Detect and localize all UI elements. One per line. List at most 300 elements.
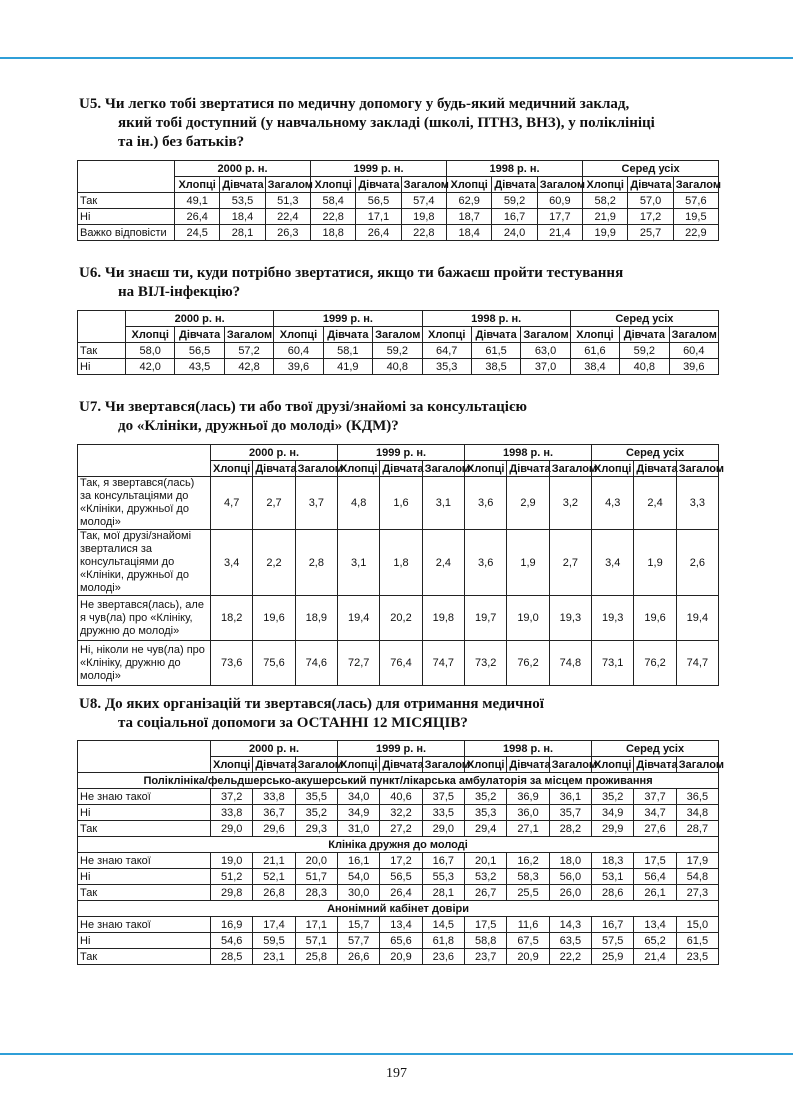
table-row bbox=[78, 359, 719, 375]
year-header: 1999 р. н. bbox=[338, 445, 465, 461]
table-row bbox=[78, 477, 719, 530]
table-cell: 57,0 bbox=[628, 193, 673, 209]
table-cell: 37,0 bbox=[521, 359, 570, 375]
table-cell: 24,0 bbox=[492, 225, 537, 241]
table-cell: 72,7 bbox=[338, 641, 380, 686]
group-header: Хлопці bbox=[570, 327, 619, 343]
table-cell: 59,2 bbox=[373, 343, 422, 359]
table-cell: 76,2 bbox=[634, 641, 676, 686]
table-cell: 2,7 bbox=[549, 530, 591, 596]
table-cell: 18,3 bbox=[592, 853, 634, 869]
table-cell: 16,7 bbox=[422, 853, 464, 869]
group-header: Дівчата bbox=[380, 757, 422, 773]
table-cell: 2,6 bbox=[676, 530, 718, 596]
table-cell: 56,0 bbox=[549, 869, 591, 885]
table-cell: 31,0 bbox=[338, 821, 380, 837]
table-cell: 29,0 bbox=[211, 821, 253, 837]
group-header: Дівчата bbox=[253, 757, 295, 773]
table-cell: 59,2 bbox=[492, 193, 537, 209]
table-cell: 53,5 bbox=[220, 193, 265, 209]
question-u8 bbox=[79, 695, 719, 733]
row-label: Не звертався(лась), але я чув(ла) про «Клініку, дружню до молоді» bbox=[78, 596, 211, 641]
table-cell: 26,4 bbox=[380, 885, 422, 901]
group-header: Дівчата bbox=[634, 757, 676, 773]
table-cell: 19,8 bbox=[401, 209, 446, 225]
table-cell: 51,3 bbox=[265, 193, 310, 209]
table-cell: 26,4 bbox=[175, 209, 220, 225]
table-row bbox=[78, 949, 719, 965]
group-header: Дівчата bbox=[175, 327, 224, 343]
group-header: Загалом bbox=[521, 327, 570, 343]
year-header: 2000 р. н. bbox=[211, 445, 338, 461]
table-cell: 24,5 bbox=[175, 225, 220, 241]
question-u6 bbox=[79, 264, 719, 302]
table-cell: 17,4 bbox=[253, 917, 295, 933]
table-cell: 60,9 bbox=[537, 193, 582, 209]
table-cell: 56,5 bbox=[356, 193, 401, 209]
table-cell: 22,9 bbox=[673, 225, 718, 241]
question-number: U7. bbox=[79, 399, 102, 415]
table-cell: 1,9 bbox=[507, 530, 549, 596]
table-cell: 26,3 bbox=[265, 225, 310, 241]
header-row-years bbox=[78, 445, 719, 461]
year-header: 1999 р. н. bbox=[338, 741, 465, 757]
table-cell: 19,6 bbox=[634, 596, 676, 641]
section-row bbox=[78, 837, 719, 853]
table-cell: 27,3 bbox=[676, 885, 718, 901]
year-header: 2000 р. н. bbox=[211, 741, 338, 757]
section-title: Поліклініка/фельдшерсько-акушерський пункт/лікарська амбулаторія за місцем проживання bbox=[78, 773, 719, 789]
question-line: який тобі доступний (у навчальному закладі (школі, ПТНЗ, ВНЗ), у поліклініці bbox=[118, 115, 655, 131]
table-cell: 28,6 bbox=[592, 885, 634, 901]
group-header: Хлопці bbox=[126, 327, 175, 343]
table-cell: 18,8 bbox=[311, 225, 356, 241]
table-cell: 26,4 bbox=[356, 225, 401, 241]
table-cell: 17,1 bbox=[356, 209, 401, 225]
group-header: Дівчата bbox=[634, 461, 676, 477]
table-cell: 19,0 bbox=[211, 853, 253, 869]
table-cell: 36,9 bbox=[507, 789, 549, 805]
header-corner bbox=[78, 757, 211, 773]
year-header: 1998 р. н. bbox=[422, 311, 570, 327]
year-header: 1998 р. н. bbox=[447, 161, 583, 177]
table-cell: 60,4 bbox=[669, 343, 718, 359]
year-header: 2000 р. н. bbox=[175, 161, 311, 177]
group-header: Хлопці bbox=[338, 461, 380, 477]
row-label: Важко відповісти bbox=[78, 225, 175, 241]
table-cell: 1,6 bbox=[380, 477, 422, 530]
table-cell: 22,4 bbox=[265, 209, 310, 225]
year-header: 1999 р. н. bbox=[311, 161, 447, 177]
year-header: Серед усіх bbox=[570, 311, 718, 327]
table-cell: 67,5 bbox=[507, 933, 549, 949]
table-cell: 56,4 bbox=[634, 869, 676, 885]
group-header: Дівчата bbox=[507, 757, 549, 773]
table-cell: 19,3 bbox=[592, 596, 634, 641]
group-header: Хлопці bbox=[583, 177, 628, 193]
header-corner bbox=[78, 311, 126, 327]
header-corner bbox=[78, 741, 211, 757]
table-cell: 54,8 bbox=[676, 869, 718, 885]
table-cell: 28,7 bbox=[676, 821, 718, 837]
table-row bbox=[78, 885, 719, 901]
table-cell: 4,7 bbox=[211, 477, 253, 530]
group-header: Дівчата bbox=[492, 177, 537, 193]
table-cell: 23,1 bbox=[253, 949, 295, 965]
row-label: Так bbox=[78, 949, 211, 965]
table-cell: 3,4 bbox=[592, 530, 634, 596]
row-label: Так bbox=[78, 821, 211, 837]
table-cell: 35,2 bbox=[465, 789, 507, 805]
table-cell: 57,4 bbox=[401, 193, 446, 209]
table-cell: 17,1 bbox=[295, 917, 337, 933]
year-header: 2000 р. н. bbox=[126, 311, 274, 327]
table-cell: 19,4 bbox=[676, 596, 718, 641]
header-corner bbox=[78, 177, 175, 193]
group-header: Загалом bbox=[537, 177, 582, 193]
table-cell: 26,6 bbox=[338, 949, 380, 965]
table-cell: 56,5 bbox=[175, 343, 224, 359]
table-cell: 28,2 bbox=[549, 821, 591, 837]
row-label: Ні bbox=[78, 805, 211, 821]
table-cell: 64,7 bbox=[422, 343, 471, 359]
year-header: 1998 р. н. bbox=[465, 741, 592, 757]
table-cell: 49,1 bbox=[175, 193, 220, 209]
header-corner bbox=[78, 327, 126, 343]
question-u7 bbox=[79, 398, 719, 436]
table-cell: 65,2 bbox=[634, 933, 676, 949]
table-cell: 34,0 bbox=[338, 789, 380, 805]
table-cell: 58,2 bbox=[583, 193, 628, 209]
table-cell: 19,9 bbox=[583, 225, 628, 241]
table-cell: 25,9 bbox=[592, 949, 634, 965]
table-cell: 28,1 bbox=[422, 885, 464, 901]
table-cell: 29,8 bbox=[211, 885, 253, 901]
table-cell: 17,2 bbox=[380, 853, 422, 869]
table-cell: 73,2 bbox=[465, 641, 507, 686]
question-line: До яких організацій ти звертався(лась) для отримання медичної bbox=[104, 696, 544, 712]
table-row bbox=[78, 917, 719, 933]
table-cell: 39,6 bbox=[274, 359, 323, 375]
group-header: Хлопці bbox=[465, 757, 507, 773]
section-title: Клініка дружня до молоді bbox=[78, 837, 719, 853]
year-header: Серед усіх bbox=[592, 741, 719, 757]
table-row bbox=[78, 209, 719, 225]
table-cell: 17,2 bbox=[628, 209, 673, 225]
table-cell: 42,8 bbox=[224, 359, 273, 375]
year-header: 1999 р. н. bbox=[274, 311, 422, 327]
year-header: 1998 р. н. bbox=[465, 445, 592, 461]
table-cell: 25,7 bbox=[628, 225, 673, 241]
table-cell: 55,3 bbox=[422, 869, 464, 885]
table-cell: 23,5 bbox=[676, 949, 718, 965]
table-cell: 37,7 bbox=[634, 789, 676, 805]
table-cell: 38,4 bbox=[570, 359, 619, 375]
table-cell: 37,2 bbox=[211, 789, 253, 805]
table-cell: 29,6 bbox=[253, 821, 295, 837]
table-cell: 3,4 bbox=[211, 530, 253, 596]
table-cell: 29,4 bbox=[465, 821, 507, 837]
table-cell: 4,3 bbox=[592, 477, 634, 530]
table-cell: 74,7 bbox=[676, 641, 718, 686]
table-row bbox=[78, 805, 719, 821]
table-cell: 63,0 bbox=[521, 343, 570, 359]
table-cell: 54,0 bbox=[338, 869, 380, 885]
section-row bbox=[78, 773, 719, 789]
group-header: Дівчата bbox=[620, 327, 669, 343]
table-row bbox=[78, 641, 719, 686]
group-header: Хлопці bbox=[447, 177, 492, 193]
table-cell: 34,8 bbox=[676, 805, 718, 821]
table-cell: 65,6 bbox=[380, 933, 422, 949]
table-cell: 61,5 bbox=[676, 933, 718, 949]
group-header: Хлопці bbox=[211, 461, 253, 477]
table-cell: 58,3 bbox=[507, 869, 549, 885]
table-cell: 41,9 bbox=[323, 359, 372, 375]
table-cell: 25,5 bbox=[507, 885, 549, 901]
table-u6 bbox=[77, 310, 719, 375]
table-cell: 35,2 bbox=[295, 805, 337, 821]
question-line: до «Клініки, дружньої до молоді» (КДМ)? bbox=[118, 418, 399, 434]
group-header: Загалом bbox=[669, 327, 718, 343]
group-header: Дівчата bbox=[356, 177, 401, 193]
table-row bbox=[78, 821, 719, 837]
table-cell: 61,5 bbox=[471, 343, 520, 359]
group-header: Загалом bbox=[676, 757, 718, 773]
table-cell: 20,9 bbox=[380, 949, 422, 965]
table-cell: 35,3 bbox=[465, 805, 507, 821]
table-cell: 28,5 bbox=[211, 949, 253, 965]
row-label: Ні, ніколи не чув(ла) про «Клініку, дружню до молоді» bbox=[78, 641, 211, 686]
row-label: Так, мої друзі/знайомі зверталися за консультаціями до «Клініки, дружньої до молоді» bbox=[78, 530, 211, 596]
table-cell: 33,5 bbox=[422, 805, 464, 821]
table-cell: 19,0 bbox=[507, 596, 549, 641]
row-label: Не знаю такої bbox=[78, 917, 211, 933]
group-header: Загалом bbox=[549, 757, 591, 773]
table-cell: 2,8 bbox=[295, 530, 337, 596]
table-cell: 26,1 bbox=[634, 885, 676, 901]
table-cell: 36,5 bbox=[676, 789, 718, 805]
year-header: Серед усіх bbox=[592, 445, 719, 461]
table-cell: 33,8 bbox=[211, 805, 253, 821]
table-cell: 74,6 bbox=[295, 641, 337, 686]
table-cell: 19,8 bbox=[422, 596, 464, 641]
question-line: Чи легко тобі звертатися по медичну допомогу у будь-який медичний заклад, bbox=[104, 96, 630, 112]
table-cell: 27,6 bbox=[634, 821, 676, 837]
table-cell: 57,5 bbox=[592, 933, 634, 949]
table-cell: 1,8 bbox=[380, 530, 422, 596]
table-cell: 17,9 bbox=[676, 853, 718, 869]
question-line: Чи знаєш ти, куди потрібно звертатися, якщо ти бажаєш пройти тестування bbox=[104, 265, 624, 281]
row-label: Так bbox=[78, 193, 175, 209]
page-number: 197 bbox=[386, 1066, 407, 1081]
table-cell: 18,2 bbox=[211, 596, 253, 641]
header-row-years bbox=[78, 311, 719, 327]
table-row bbox=[78, 596, 719, 641]
group-header: Хлопці bbox=[592, 461, 634, 477]
table-cell: 53,2 bbox=[465, 869, 507, 885]
table-cell: 4,8 bbox=[338, 477, 380, 530]
table-cell: 59,2 bbox=[620, 343, 669, 359]
table-cell: 51,7 bbox=[295, 869, 337, 885]
table-cell: 76,4 bbox=[380, 641, 422, 686]
row-label: Не знаю такої bbox=[78, 789, 211, 805]
group-header: Загалом bbox=[373, 327, 422, 343]
row-label: Не знаю такої bbox=[78, 853, 211, 869]
row-label: Ні bbox=[78, 359, 126, 375]
table-cell: 53,1 bbox=[592, 869, 634, 885]
table-cell: 54,6 bbox=[211, 933, 253, 949]
table-cell: 43,5 bbox=[175, 359, 224, 375]
table-cell: 17,5 bbox=[634, 853, 676, 869]
section-row bbox=[78, 901, 719, 917]
top-rule bbox=[0, 57, 793, 59]
table-cell: 25,8 bbox=[295, 949, 337, 965]
table-cell: 17,7 bbox=[537, 209, 582, 225]
table-cell: 16,1 bbox=[338, 853, 380, 869]
table-cell: 23,6 bbox=[422, 949, 464, 965]
group-header: Дівчата bbox=[253, 461, 295, 477]
group-header: Дівчата bbox=[323, 327, 372, 343]
table-cell: 37,5 bbox=[422, 789, 464, 805]
question-line: Чи звертався(лась) ти або твої друзі/знайомі за консультацією bbox=[104, 399, 527, 415]
table-cell: 21,1 bbox=[253, 853, 295, 869]
table-cell: 30,0 bbox=[338, 885, 380, 901]
table-cell: 74,8 bbox=[549, 641, 591, 686]
table-cell: 21,9 bbox=[583, 209, 628, 225]
table-cell: 60,4 bbox=[274, 343, 323, 359]
question-number: U8. bbox=[79, 696, 102, 712]
table-cell: 21,4 bbox=[537, 225, 582, 241]
table-cell: 11,6 bbox=[507, 917, 549, 933]
question-number: U6. bbox=[79, 265, 102, 281]
header-row-years bbox=[78, 161, 719, 177]
table-cell: 76,2 bbox=[507, 641, 549, 686]
table-cell: 14,5 bbox=[422, 917, 464, 933]
table-row bbox=[78, 225, 719, 241]
group-header: Загалом bbox=[401, 177, 446, 193]
table-cell: 18,7 bbox=[447, 209, 492, 225]
table-cell: 62,9 bbox=[447, 193, 492, 209]
table-cell: 3,2 bbox=[549, 477, 591, 530]
header-row-groups bbox=[78, 327, 719, 343]
table-cell: 40,6 bbox=[380, 789, 422, 805]
table-cell: 17,5 bbox=[465, 917, 507, 933]
row-label: Так, я звертався(лась) за консультаціями до «Клініки, дружньої до молоді» bbox=[78, 477, 211, 530]
table-cell: 29,9 bbox=[592, 821, 634, 837]
table-cell: 26,7 bbox=[465, 885, 507, 901]
table-cell: 13,4 bbox=[634, 917, 676, 933]
table-cell: 2,9 bbox=[507, 477, 549, 530]
table-cell: 26,8 bbox=[253, 885, 295, 901]
table-cell: 35,2 bbox=[592, 789, 634, 805]
group-header: Хлопці bbox=[274, 327, 323, 343]
table-cell: 20,1 bbox=[465, 853, 507, 869]
table-cell: 57,2 bbox=[224, 343, 273, 359]
table-cell: 75,6 bbox=[253, 641, 295, 686]
table-cell: 19,4 bbox=[338, 596, 380, 641]
table-cell: 42,0 bbox=[126, 359, 175, 375]
table-cell: 73,6 bbox=[211, 641, 253, 686]
table-row bbox=[78, 343, 719, 359]
table-cell: 15,0 bbox=[676, 917, 718, 933]
group-header: Хлопці bbox=[338, 757, 380, 773]
header-corner bbox=[78, 445, 211, 461]
table-cell: 36,7 bbox=[253, 805, 295, 821]
table-cell: 3,1 bbox=[422, 477, 464, 530]
table-cell: 33,8 bbox=[253, 789, 295, 805]
row-label: Ні bbox=[78, 933, 211, 949]
table-cell: 13,4 bbox=[380, 917, 422, 933]
table-cell: 18,0 bbox=[549, 853, 591, 869]
table-cell: 58,1 bbox=[323, 343, 372, 359]
table-cell: 15,7 bbox=[338, 917, 380, 933]
table-cell: 28,1 bbox=[220, 225, 265, 241]
table-cell: 16,2 bbox=[507, 853, 549, 869]
group-header: Дівчата bbox=[380, 461, 422, 477]
table-cell: 28,3 bbox=[295, 885, 337, 901]
table-row bbox=[78, 853, 719, 869]
section-title: Анонімний кабінет довіри bbox=[78, 901, 719, 917]
table-cell: 2,7 bbox=[253, 477, 295, 530]
group-header: Загалом bbox=[295, 757, 337, 773]
table-cell: 14,3 bbox=[549, 917, 591, 933]
table-cell: 61,6 bbox=[570, 343, 619, 359]
group-header: Дівчата bbox=[628, 177, 673, 193]
table-cell: 16,7 bbox=[592, 917, 634, 933]
group-header: Загалом bbox=[265, 177, 310, 193]
row-label: Ні bbox=[78, 209, 175, 225]
group-header: Загалом bbox=[295, 461, 337, 477]
table-row bbox=[78, 789, 719, 805]
table-cell: 19,5 bbox=[673, 209, 718, 225]
group-header: Загалом bbox=[549, 461, 591, 477]
table-cell: 58,8 bbox=[465, 933, 507, 949]
header-row-groups bbox=[78, 461, 719, 477]
table-cell: 56,5 bbox=[380, 869, 422, 885]
table-cell: 2,2 bbox=[253, 530, 295, 596]
table-cell: 27,2 bbox=[380, 821, 422, 837]
table-cell: 1,9 bbox=[634, 530, 676, 596]
table-cell: 35,5 bbox=[295, 789, 337, 805]
table-cell: 35,7 bbox=[549, 805, 591, 821]
table-cell: 26,0 bbox=[549, 885, 591, 901]
table-cell: 58,0 bbox=[126, 343, 175, 359]
table-cell: 18,9 bbox=[295, 596, 337, 641]
table-cell: 20,2 bbox=[380, 596, 422, 641]
table-cell: 20,0 bbox=[295, 853, 337, 869]
table-cell: 63,5 bbox=[549, 933, 591, 949]
table-cell: 19,7 bbox=[465, 596, 507, 641]
header-row-groups bbox=[78, 177, 719, 193]
year-header: Серед усіх bbox=[583, 161, 719, 177]
table-cell: 51,2 bbox=[211, 869, 253, 885]
table-cell: 40,8 bbox=[373, 359, 422, 375]
table-cell: 57,1 bbox=[295, 933, 337, 949]
table-cell: 3,7 bbox=[295, 477, 337, 530]
question-line: на ВІЛ-інфекцію? bbox=[118, 284, 241, 300]
table-u5 bbox=[77, 160, 719, 241]
table-cell: 2,4 bbox=[422, 530, 464, 596]
group-header: Хлопці bbox=[465, 461, 507, 477]
table-cell: 74,7 bbox=[422, 641, 464, 686]
group-header: Хлопці bbox=[592, 757, 634, 773]
table-cell: 19,3 bbox=[549, 596, 591, 641]
table-cell: 61,8 bbox=[422, 933, 464, 949]
table-row bbox=[78, 193, 719, 209]
header-corner bbox=[78, 161, 175, 177]
table-cell: 22,8 bbox=[401, 225, 446, 241]
